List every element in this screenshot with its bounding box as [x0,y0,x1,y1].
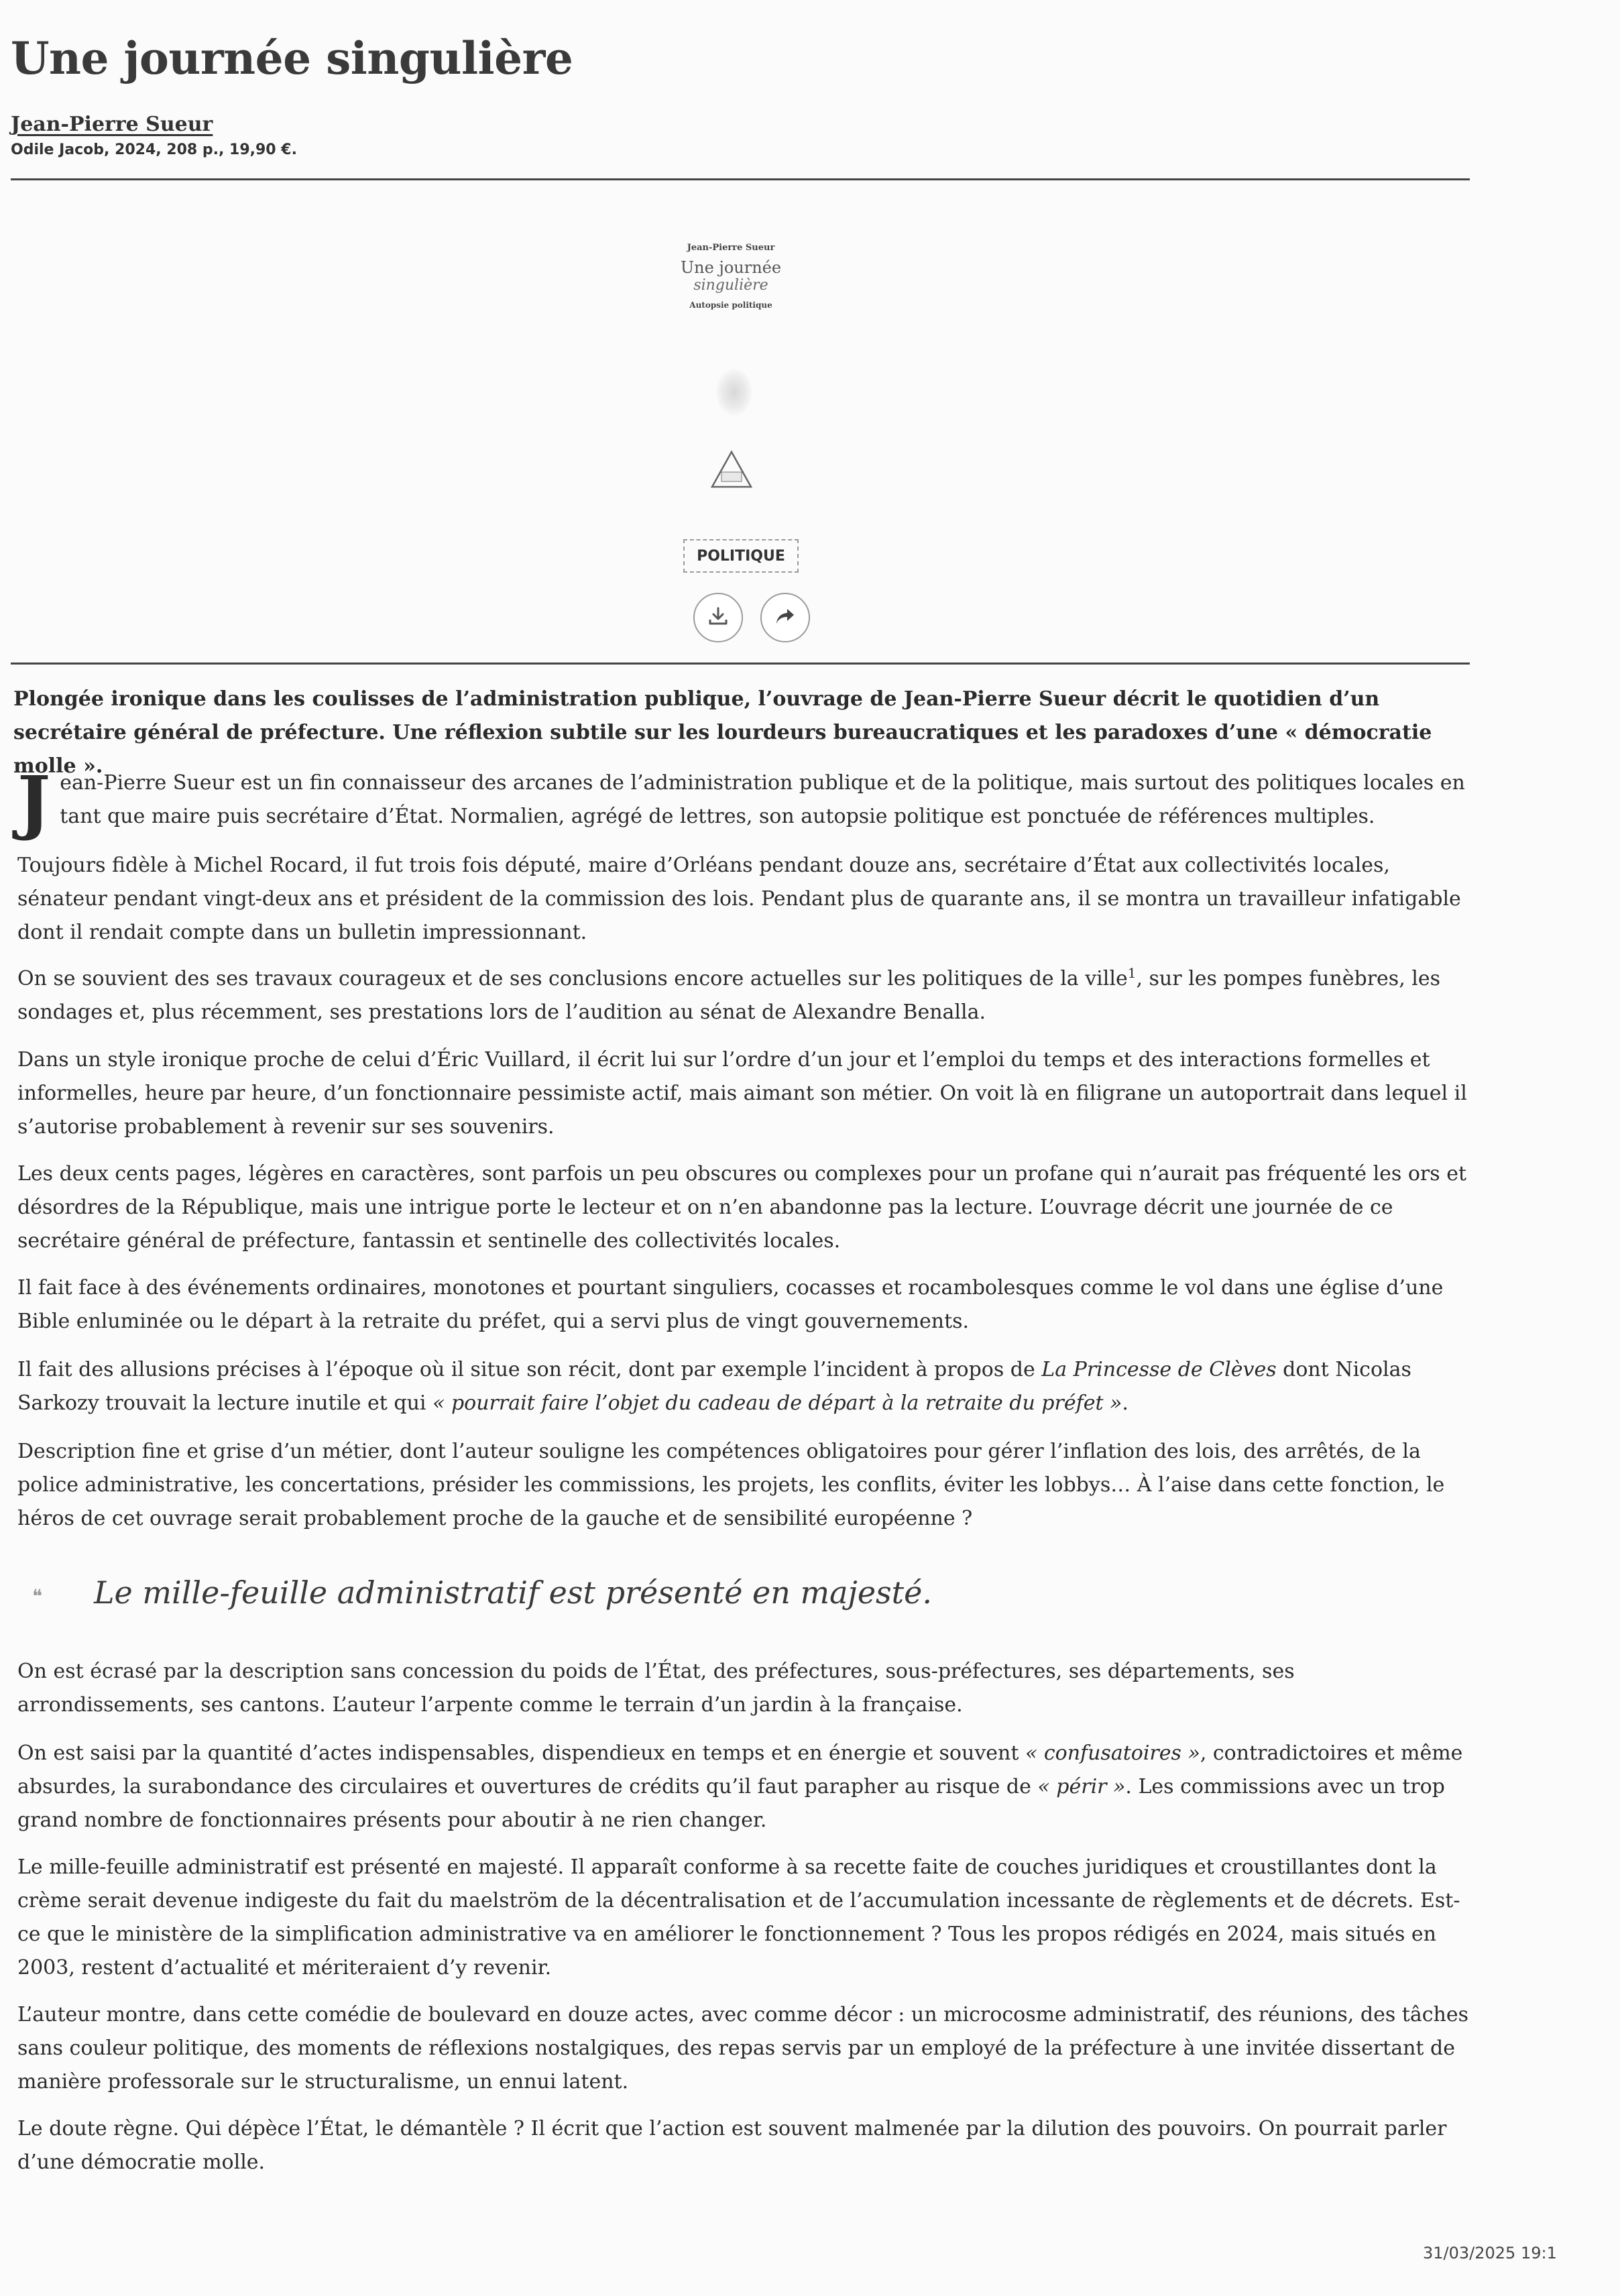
cover-title-line1: Une journée [680,258,782,277]
section-divider [11,663,1470,665]
paragraph-9: On est écrasé par la description sans concession du poids de l’État, des préfectures, sous-préfectures, ses départements, ses arrondissements, ses cantons. L’auteur l’arpente comme le terrain d’un jardin à la française. [17,1660,1295,1717]
inline-quote-confusatoires: « confusatoires » [1025,1741,1200,1765]
paragraph-13: Le doute règne. Qui dépèce l’État, le démantèle ? Il écrit que l’action est souvent malmenée par la dilution des pouvoirs. On pourrait parler d’une démocratie molle. [17,2117,1447,2174]
paragraph-8: Description fine et grise d’un métier, dont l’auteur souligne les compétences obligatoires pour gérer l’inflation des lois, des arrêtés, de la police administrative, les concertations, présider les commissions, les projets, les conflits, éviter les lobbys… À l’aise dans cette fonction, le héros de cet ouvrage serait probablement proche de la gauche et de sensibilité européenne ? [17,1440,1445,1530]
paragraph-7 [17,1353,1472,1420]
book-cover [657,228,805,510]
paragraph-1 [17,760,1472,843]
share-button[interactable] [760,593,810,642]
page-title: Une journée singulière [11,32,573,84]
paragraph-6: Il fait face à des événements ordinaires, monotones et pourtant singuliers, cocasses et rocambolesques comme le vol dans une église d’une Bible enluminée ou le départ à la retraite du préfet, qui a servi plus de vingt gouvernements. [17,1276,1444,1333]
paragraph-3-text-b: , sur les pompes funèbres, les sondages et, plus récemment, ses prestations lors de l’audition au sénat de Alexandre Benalla. [17,967,1441,1024]
paragraph-3-text-a: On se souvient des ses travaux courageux et de ses conclusions encore actuelles sur les politiques de la ville [17,967,1128,990]
footnote-ref[interactable]: 1 [1127,965,1137,981]
quote-mark-icon: ❝ [32,1585,43,1607]
cover-author: Jean-Pierre Sueur [687,243,775,253]
paragraph-7-text-b: dont Nicolas Sarkozy trouvait la lecture inutile et qui [17,1358,1411,1415]
paragraph-12: L’auteur montre, dans cette comédie de boulevard en douze actes, avec comme décor : un microcosme administratif, des réunions, des tâches sans couleur politique, des moments de réflexions nostalgiques, des repas servis par un employé de la préfecture à une invitée dissertant de manière professorale sur le structuralisme, un ennui latent. [17,2003,1468,2093]
category-tag[interactable]: POLITIQUE [683,539,799,573]
paragraph-5: Les deux cents pages, légères en caractères, sont parfois un peu obscures ou complexes pour un profane qui n’aurait pas fréquenté les ors et désordres de la République, mais une intrigue porte le lecteur et on n’en abandonne pas la lecture. L’ouvrage décrit une journée de ce secrétaire général de préfecture, fantassin et sentinelle des collectivités locales. [17,1162,1467,1253]
inline-quote-perir: « périr » [1037,1775,1126,1798]
paragraph-10-text-a: On est saisi par la quantité d’actes indispensables, dispendieux en temps et en énergie et souvent [17,1741,1025,1765]
inline-quote: « pourrait faire l’objet du cadeau de départ à la retraite du préfet » [432,1391,1122,1415]
cover-illustration [716,369,752,416]
paragraph-10-text-b: , contradictoires et même absurdes, la surabondance des circulaires et ouvertures de crédits qu’il faut parapher au risque de [17,1741,1463,1798]
download-button[interactable] [693,593,743,642]
paragraph-1-text: ean-Pierre Sueur est un fin connaisseur des arcanes de l’administration publique et de la politique, mais surtout des politiques locales en tant que maire puis secrétaire d’État. Normalien, agrégé de lettres, son autopsie politique est ponctuée de références multiples. [60,771,1465,828]
drop-cap: J [17,760,51,843]
paragraph-4: Dans un style ironique proche de celui d’Éric Vuillard, il écrit lui sur l’ordre d’un jour et l’emploi du temps et des interactions formelles et informelles, heure par heure, d’un fonctionnaire pessimiste actif, mais aimant son métier. On voit là en filigrane un autoportrait dans lequel il s’autorise probablement à revenir sur ses souvenirs. [17,1048,1467,1139]
lead-paragraph: Plongée ironique dans les coulisses de l’administration publique, l’ouvrage de Jean-Pierre Sueur décrit le quotidien d’un secrétaire général de préfecture. Une réflexion subtile sur les lourdeurs bureaucratiques et les paradoxes d’une « démocratie molle ». [13,687,1432,778]
pull-quote: Le mille-feuille administratif est présenté en majesté. [94,1574,932,1611]
paragraph-10 [17,1737,1472,1837]
share-icon [774,605,797,630]
download-icon [707,605,730,630]
publication-info: Odile Jacob, 2024, 208 p., 19,90 €. [11,141,297,158]
paragraph-2: Toujours fidèle à Michel Rocard, il fut trois fois député, maire d’Orléans pendant douze ans, secrétaire d’État aux collectivités locales, sénateur pendant vingt-deux ans et président de la commission des lois. Pendant plus de quarante ans, il se montra un travailleur infatigable dont il rendait compte dans un bulletin impressionnant. [17,854,1461,944]
paragraph-11: Le mille-feuille administratif est présenté en majesté. Il apparaît conforme à sa recette faite de couches juridiques et croustillantes dont la crème serait devenue indigeste du fait du maelström de la décentralisation et de l’accumulation incessante de règlements et de décrets. Est-ce que le ministère de la simplification administrative va en améliorer le fonctionnement ? Tous les propos rédigés en 2024, mais situés en 2003, restent d’actualité et mériteraient d’y revenir. [17,1855,1460,1979]
paragraph-3 [17,962,1472,1029]
cover-subtitle: Autopsie politique [689,300,772,310]
paragraph-7-text-c: . [1122,1391,1129,1415]
book-title-reference: La Princesse de Clèves [1041,1358,1277,1381]
publisher-logo-icon [709,449,754,492]
paragraph-7-text-a: Il fait des allusions précises à l’époque où il situe son récit, dont par exemple l’incident à propos de [17,1358,1042,1381]
top-divider [11,178,1470,180]
author-link[interactable]: Jean-Pierre Sueur [11,113,213,136]
print-timestamp: 31/03/2025 19:1 [1423,2244,1557,2262]
paragraph-10-text-c: . Les commissions avec un trop grand nombre de fonctionnaires présents pour aboutir à ne rien changer. [17,1775,1445,1832]
cover-title-line2: singulière [693,277,768,294]
